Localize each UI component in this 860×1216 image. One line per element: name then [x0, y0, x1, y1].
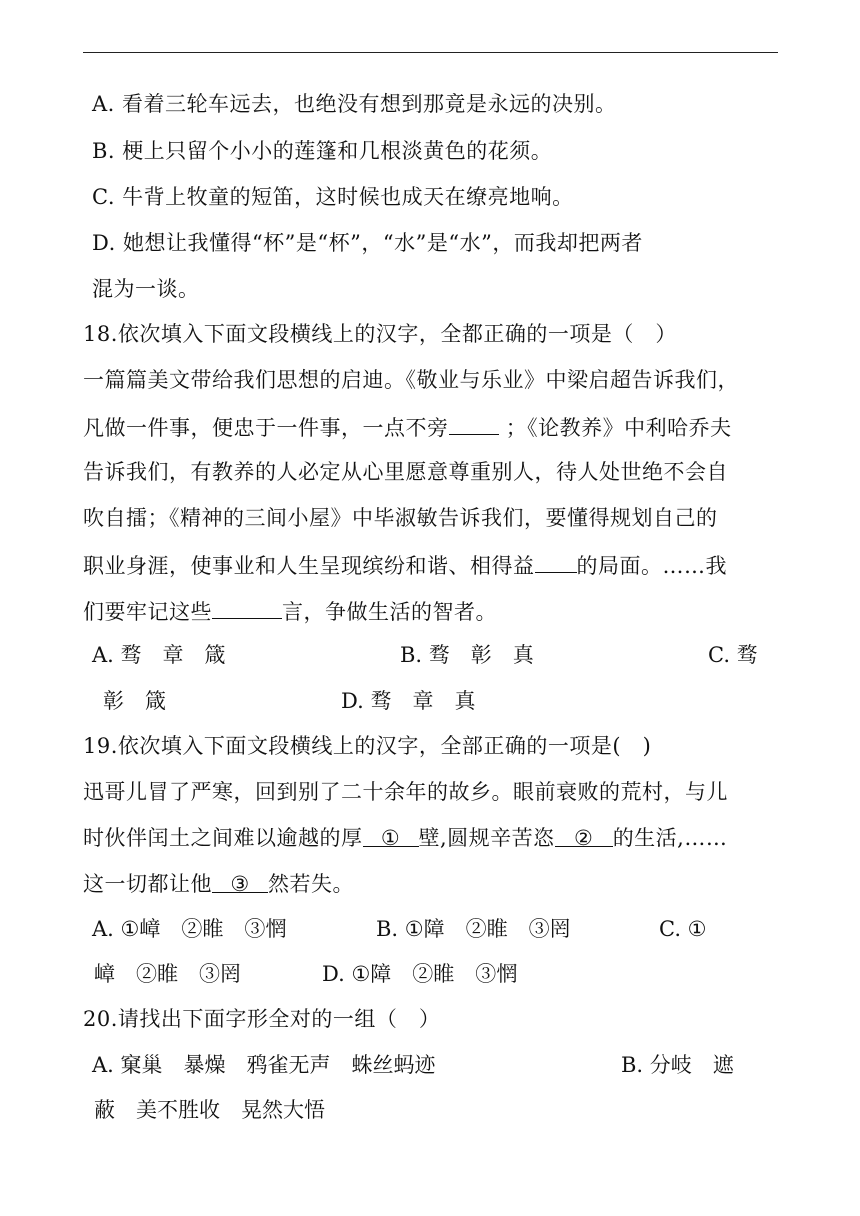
fill-blank [212, 596, 282, 619]
q18-passage-line [83, 550, 783, 580]
q18-option-d: D. 骛 章 真 [341, 689, 476, 713]
q18-option-a: A. 骛 章 箴 [92, 643, 226, 667]
q18-text: ；《论教养》中利哈乔夫 [505, 416, 732, 440]
q20-option-b: B. 分岐 遮 [621, 1053, 734, 1077]
fill-blank-1: ① [363, 824, 419, 847]
fill-blank [449, 412, 499, 435]
q18-option-b: B. 骛 彰 真 [400, 643, 534, 667]
q19-option-c: C. ① [659, 917, 707, 941]
q19-option-b: B. ①障 ②睢 ③罔 [376, 917, 571, 941]
q20-option-a: A. 窠巢 暴燥 鸦雀无声 蛛丝蚂迹 [92, 1053, 436, 1077]
q18-passage-line [83, 596, 783, 626]
q19-text: 的生活,…… [612, 826, 728, 850]
q18-stem: 18.依次填入下面文段横线上的汉字，全都正确的一项是（ ） [83, 322, 677, 346]
q20-option-b-continued: 蔽 美不胜收 晃然大悟 [94, 1098, 325, 1122]
q20-stem: 20.请找出下面字形全对的一组（ ） [83, 1007, 441, 1031]
q19-text: 然若失。 [268, 872, 354, 896]
q18-text: 职业身涯，使事业和人生呈现缤纷和谐、相得益 [83, 554, 535, 578]
q19-passage-line [83, 870, 783, 898]
q19-option-d: D. ①障 ②睢 ③惘 [322, 962, 518, 986]
q19-option-c-continued: 嶂 ②睢 ③罔 [94, 962, 241, 986]
q19-text: 壁,圆规辛苦恣 [418, 826, 555, 850]
q19-passage-line: 迅哥儿冒了严寒，回到别了二十余年的故乡。眼前衰败的荒村，与儿 [83, 780, 728, 804]
q18-passage-line [83, 412, 783, 442]
q19-stem: 19.依次填入下面文段横线上的汉字，全部正确的一项是( ) [83, 734, 652, 758]
q17-option-c: C. 牛背上牧童的短笛，这时候也成天在缭亮地响。 [92, 185, 574, 209]
q19-text: 时伙伴闰土之间难以逾越的厚 [83, 826, 363, 850]
fill-blank-2: ② [555, 824, 613, 847]
header-rule [83, 52, 778, 53]
q19-option-a: A. ①嶂 ②睢 ③惘 [92, 917, 287, 941]
q17-option-b: B. 梗上只留个小小的莲篷和几根淡黄色的花须。 [92, 139, 553, 163]
q17-option-a: A. 看着三轮车远去，也绝没有想到那竟是永远的决别。 [92, 92, 617, 116]
q18-text: 言，争做生活的智者。 [282, 600, 497, 624]
q18-option-c-continued: 彰 箴 [103, 689, 166, 713]
fill-blank [535, 550, 577, 573]
q18-text: 们要牢记这些 [83, 600, 212, 624]
q19-passage-line [83, 824, 783, 852]
q18-text: 凡做一件事，便忠于一件事，一点不旁 [83, 416, 449, 440]
fill-blank-3: ③ [212, 870, 268, 893]
q18-text: 的局面。……我 [576, 554, 727, 578]
q17-option-d-continued: 混为一谈。 [92, 277, 200, 301]
q18-passage-line: 一篇篇美文带给我们思想的启迪。《敬业与乐业》中梁启超告诉我们， [83, 368, 739, 392]
q19-text: 这一切都让他 [83, 872, 212, 896]
q18-passage-line: 告诉我们，有教养的人必定从心里愿意尊重别人，待人处世绝不会自 [83, 460, 728, 484]
q18-option-c: C. 骛 [708, 643, 758, 667]
q18-passage-line: 吹自擂；《精神的三间小屋》中毕淑敏告诉我们，要懂得规划自己的 [83, 506, 718, 530]
q17-option-d: D. 她想让我懂得“杯”是“杯”，“水”是“水”，而我却把两者 [92, 231, 643, 255]
